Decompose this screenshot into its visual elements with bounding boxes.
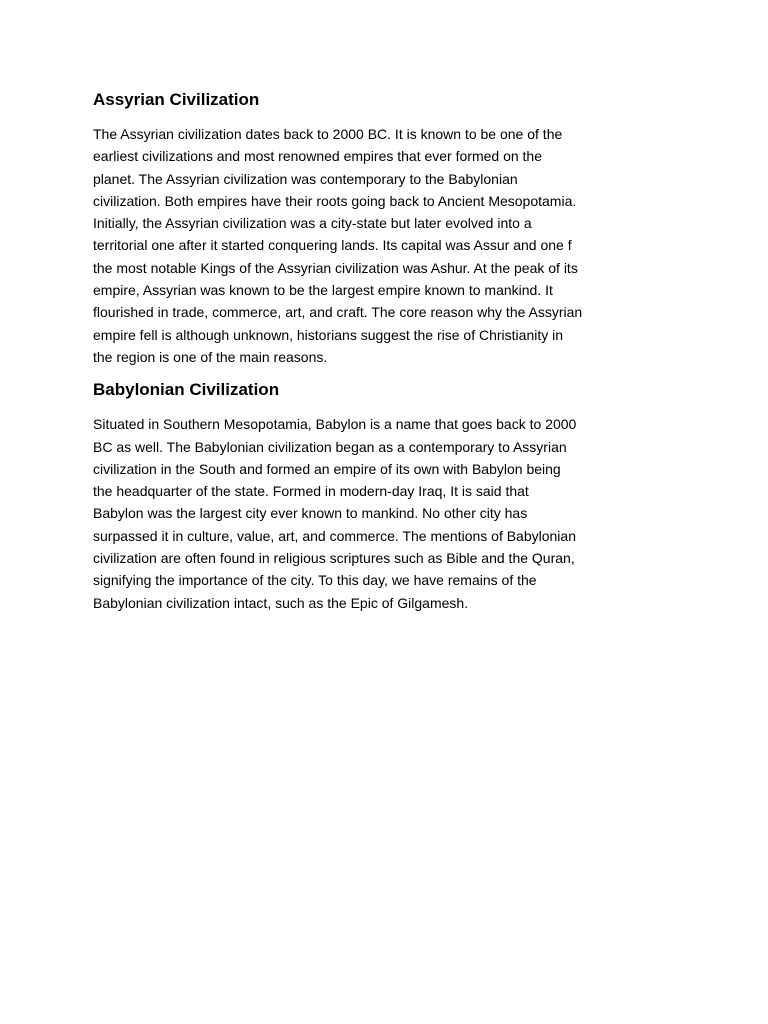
text-line: the region is one of the main reasons. [93, 348, 328, 365]
text-line: BC as well. The Babylonian civilization began as a contemporary to Assyrian [93, 438, 567, 455]
heading-assyrian-civilization: Assyrian Civilization [93, 90, 260, 109]
text-line: territorial one after it started conquering lands. Its capital was Assur and one f [93, 237, 572, 254]
text-line: empire, Assyrian was known to be the largest empire known to mankind. It [93, 282, 553, 299]
text-line: Babylon was the largest city ever known to mankind. No other city has [93, 505, 528, 522]
heading-babylonian-civilization: Babylonian Civilization [93, 380, 280, 400]
section-assyrian [93, 89, 683, 368]
text-line: the most notable Kings of the Assyrian civilization was Ashur. At the peak of its [93, 259, 578, 276]
document-page [93, 89, 683, 614]
paragraph-assyrian-civilization [93, 123, 683, 368]
section-babylonian [93, 379, 683, 614]
paragraph-babylonian-civilization [93, 413, 683, 614]
text-line: The Assyrian civilization dates back to 2000 BC. It is known to be one of the [93, 126, 563, 142]
text-line: Initially, the Assyrian civilization was a city-state but later evolved into a [93, 215, 532, 232]
text-line: empire fell is although unknown, historians suggest the rise of Christianity in [93, 326, 564, 343]
text-line: Situated in Southern Mesopotamia, Babylon is a name that goes back to 2000 [93, 416, 577, 433]
text-line: earliest civilizations and most renowned empires that ever formed on the [93, 148, 542, 165]
text-line: civilization are often found in religious scriptures such as Bible and the Quran, [93, 550, 575, 567]
text-line: signifying the importance of the city. To this day, we have remains of the [93, 572, 537, 589]
text-line: the headquarter of the state. Formed in modern-day Iraq, It is said that [93, 483, 529, 500]
text-line: planet. The Assyrian civilization was contemporary to the Babylonian [93, 170, 518, 187]
text-line: civilization. Both empires have their roots going back to Ancient Mesopotamia. [93, 192, 577, 209]
text-line: civilization in the South and formed an empire of its own with Babylon being [93, 460, 561, 477]
text-line: Babylonian civilization intact, such as the Epic of Gilgamesh. [93, 594, 469, 611]
text-line: flourished in trade, commerce, art, and craft. The core reason why the Assyrian [93, 304, 583, 321]
text-line: surpassed it in culture, value, art, and commerce. The mentions of Babylonian [93, 527, 576, 544]
